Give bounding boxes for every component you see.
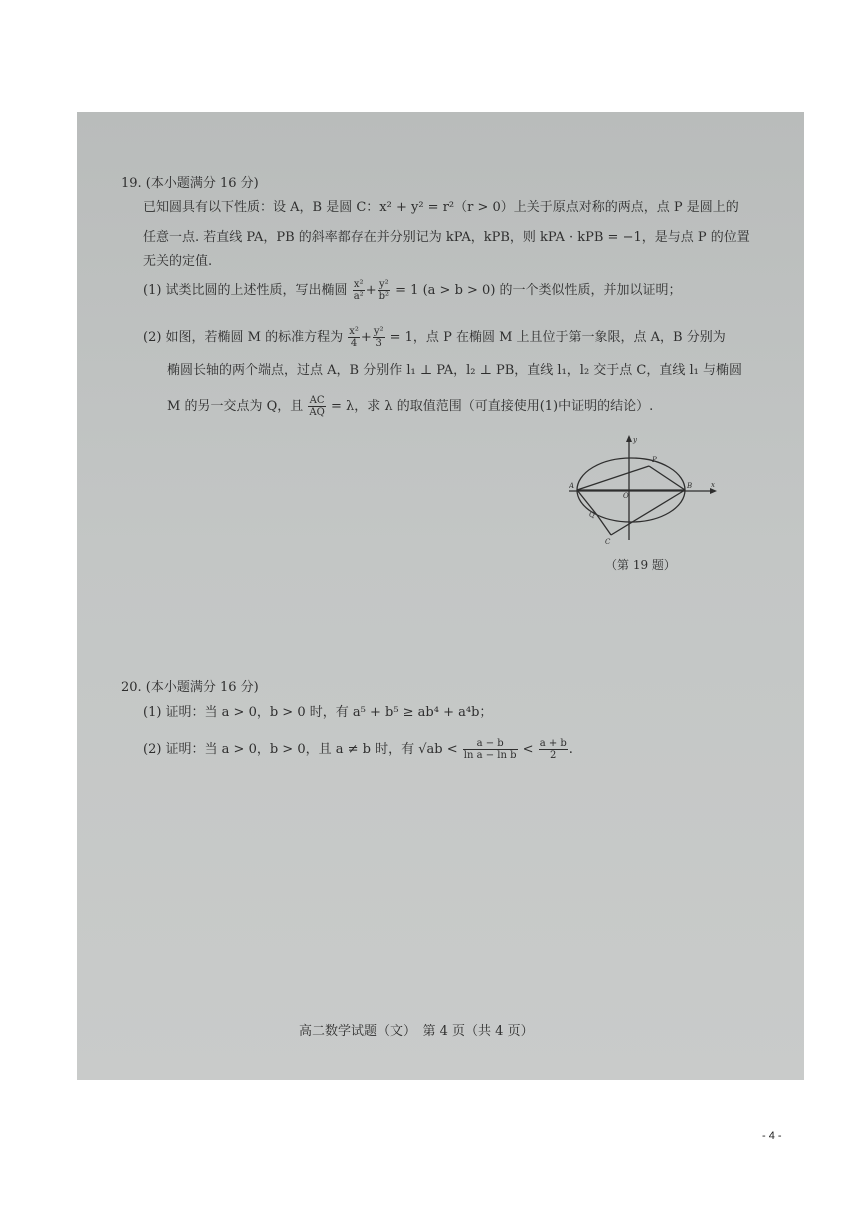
fraction-x2-4 (348, 326, 360, 349)
frac-num: y² (378, 279, 389, 290)
label-c: C (605, 538, 611, 545)
scanned-page-photo (77, 112, 804, 1080)
q19-part2-line3-pre: M 的另一交点为 Q，且 (167, 399, 304, 414)
segment-pb (649, 466, 685, 490)
frac-num: x² (353, 279, 364, 290)
label-q: Q (589, 511, 595, 519)
frac-den: a² (353, 291, 364, 302)
y-axis-arrow (626, 435, 632, 442)
q19-line2: 任意一点. 若直线 PA，PB 的斜率都存在并分别记为 kPA，kPB，则 kPA · kPB = −1，是与点 P 的位置 (143, 230, 750, 245)
frac-den: 3 (375, 338, 382, 349)
q19-part1: (1) 试类比圆的上述性质，写出椭圆 $\frac{\text{x²}}{\text{a²}}$ + $\frac{\text{y²}}{\text{b²}}$ = 1 (a > b > 0) 的一个类似性质，并加以证明； (143, 279, 682, 302)
fraction-ac-aq (308, 395, 325, 418)
frac-num: x² (349, 326, 359, 337)
frac-den: 4 (350, 338, 358, 349)
less-than: < (522, 742, 534, 757)
period: . (568, 742, 573, 757)
fraction-y2-3 (373, 326, 385, 349)
ellipse-figure (569, 435, 717, 545)
frac-den: 2 (550, 750, 557, 761)
q19-part2-post: = 1，点 P 在椭圆 M 上且位于第一象限，点 A，B 分别为 (389, 330, 726, 345)
q20-part1: (1) 证明：当 a > 0，b > 0 时，有 a⁵ + b⁵ ≥ ab⁴ + a⁴b； (143, 705, 493, 720)
fraction-arith-mean (539, 738, 568, 761)
page-number: - 4 - (762, 1130, 782, 1142)
q20-part2 (143, 738, 573, 761)
figure-caption: （第 19 题） (605, 558, 676, 572)
fraction-log-mean (463, 738, 518, 761)
frac-num: y² (373, 326, 384, 337)
label-a: A (569, 482, 575, 490)
fraction-y2-b2 (378, 279, 390, 302)
label-y: y (633, 436, 637, 444)
fraction-x2-a2 (353, 279, 365, 302)
frac-den: ln a − ln b (463, 750, 517, 761)
q19-line3: 无关的定值. (143, 254, 213, 269)
label-x: x (711, 481, 715, 489)
q19-part2-line3-post: = λ，求 λ 的取值范围（可直接使用(1)中证明的结论）. (330, 399, 654, 414)
frac-den: b² (378, 291, 390, 302)
label-p: P (652, 456, 657, 464)
label-o: O (623, 492, 629, 500)
q19-header: 19. (本小题满分 16 分) (121, 176, 259, 191)
frac-num: AC (309, 395, 325, 406)
q20-header: 20. (本小题满分 16 分) (121, 680, 259, 695)
frac-den: AQ (309, 407, 325, 418)
q19-part2: (2) 如图，若椭圆 M 的标准方程为 $\frac{\text{x²}}{4}$ + $\frac{\text{y²}}{3}$ = 1，点 P 在椭圆 M 上且位于第一象限，点 A，B 分别为 (143, 326, 726, 349)
segment-pa (577, 466, 649, 490)
q19-part1-post: = 1 (a > b > 0) 的一个类似性质，并加以证明； (395, 283, 682, 298)
label-b: B (687, 482, 693, 490)
q19-part2-line2: 椭圆长轴的两个端点，过点 A，B 分别作 l₁ ⊥ PA，l₂ ⊥ PB，直线 l₁，l₂ 交于点 C，直线 l₁ 与椭圆 (167, 363, 743, 378)
q20-part2-pre: (2) 证明：当 a > 0，b > 0，且 a ≠ b 时，有 √ab < (143, 742, 458, 757)
frac-num: a + b (539, 738, 567, 749)
q19-part2-line3 (167, 395, 653, 418)
q19-part2-pre: (2) 如图，若椭圆 M 的标准方程为 (143, 330, 344, 345)
q19-line1: 已知圆具有以下性质：设 A，B 是圆 C：x² + y² = r²（r > 0）上关于原点对称的两点，点 P 是圆上的 (143, 200, 739, 215)
page-footer: 高二数学试题（文） 第 4 页（共 4 页） (299, 1024, 534, 1039)
q19-part1-pre: (1) 试类比圆的上述性质，写出椭圆 (143, 283, 348, 298)
frac-num: a − b (463, 738, 518, 750)
